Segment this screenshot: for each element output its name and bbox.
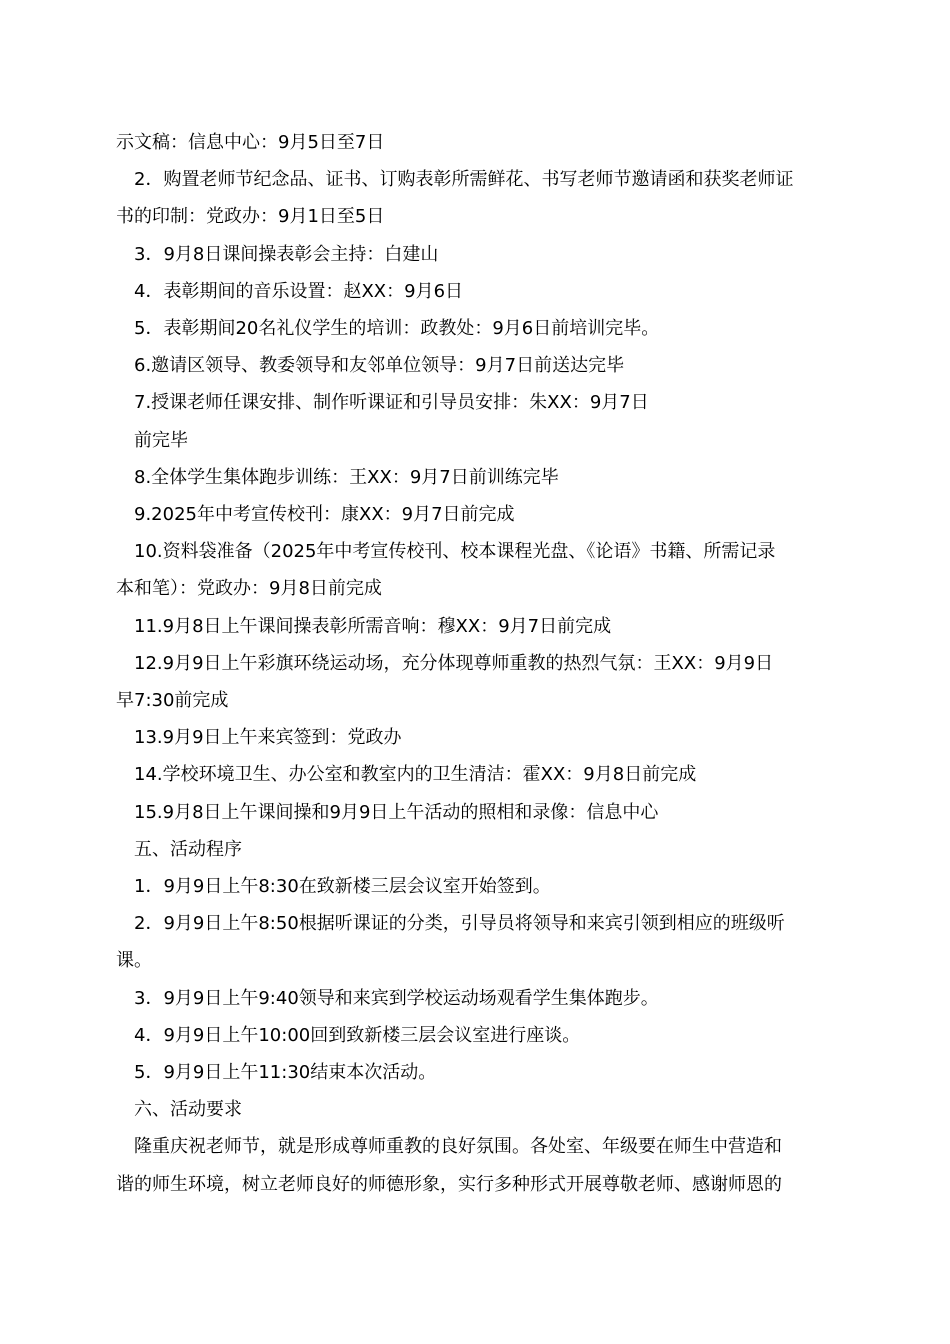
text-line: 5．9月9日上午11:30结束本次活动。 <box>134 1062 437 1084</box>
text-line: 14.学校环境卫生、办公室和教室内的卫生清洁：霍XX：9月8日前完成 <box>134 764 697 786</box>
text-line: 6.邀请区领导、教委领导和友邻单位领导：9月7日前送达完毕 <box>134 355 625 377</box>
text-line: 10.资料袋准备（2025年中考宣传校刊、校本课程光盘、《论语》书籍、所需记录 <box>134 541 776 563</box>
text-line: 早7:30前完成 <box>116 690 229 712</box>
text-line: 3．9月8日课间操表彰会主持：白建山 <box>134 243 439 265</box>
text-line: 本和笔）：党政办：9月8日前完成 <box>116 578 382 600</box>
text-line: 五、活动程序 <box>134 838 242 860</box>
text-line: 7.授课老师任课安排、制作听课证和引导员安排：朱XX：9月7日 <box>134 392 649 414</box>
text-line: 隆重庆祝老师节，就是形成尊师重教的良好氛围。各处室、年级要在师生中营造和 <box>134 1136 782 1158</box>
text-line: 12.9月9日上午彩旗环绕运动场，充分体现尊师重教的热烈气氛：王XX：9月9日 <box>134 652 774 674</box>
text-line: 5．表彰期间20名礼仪学生的培训：政教处：9月6日前培训完毕。 <box>134 318 660 340</box>
text-line: 示文稿：信息中心：9月5日至7日 <box>116 132 385 153</box>
text-line: 课。 <box>116 950 152 972</box>
text-line: 8.全体学生集体跑步训练：王XX：9月7日前训练完毕 <box>134 466 559 488</box>
text-line: 15.9月8日上午课间操和9月9日上午活动的照相和录像：信息中心 <box>134 801 659 823</box>
text-line: 谐的师生环境，树立老师良好的师德形象，实行多种形式开展尊敬老师、感谢师恩的 <box>116 1173 782 1195</box>
text-line: 前完毕 <box>134 429 188 451</box>
text-line: 六、活动要求 <box>134 1099 242 1121</box>
text-line: 11.9月8日上午课间操表彰所需音响：穆XX：9月7日前完成 <box>134 615 612 637</box>
text-line: 2．9月9日上午8:50根据听课证的分类，引导员将领导和来宾引领到相应的班级听 <box>134 913 785 935</box>
text-line: 2．购置老师节纪念品、证书、订购表彰所需鲜花、书写老师节邀请函和获奖老师证 <box>134 169 794 191</box>
text-line: 13.9月9日上午来宾签到：党政办 <box>134 727 402 749</box>
text-line: 3．9月9日上午9:40领导和来宾到学校运动场观看学生集体跑步。 <box>134 987 659 1009</box>
text-line: 4．9月9日上午10:00回到致新楼三层会议室进行座谈。 <box>134 1024 581 1046</box>
text-line: 9.2025年中考宣传校刊：康XX：9月7日前完成 <box>134 504 515 526</box>
text-line: 1．9月9日上午8:30在致新楼三层会议室开始签到。 <box>134 876 551 898</box>
text-line: 书的印制：党政办：9月1日至5日 <box>116 206 385 228</box>
document-body <box>116 124 840 1203</box>
text-line: 4．表彰期间的音乐设置：赵XX：9月6日 <box>134 280 464 302</box>
